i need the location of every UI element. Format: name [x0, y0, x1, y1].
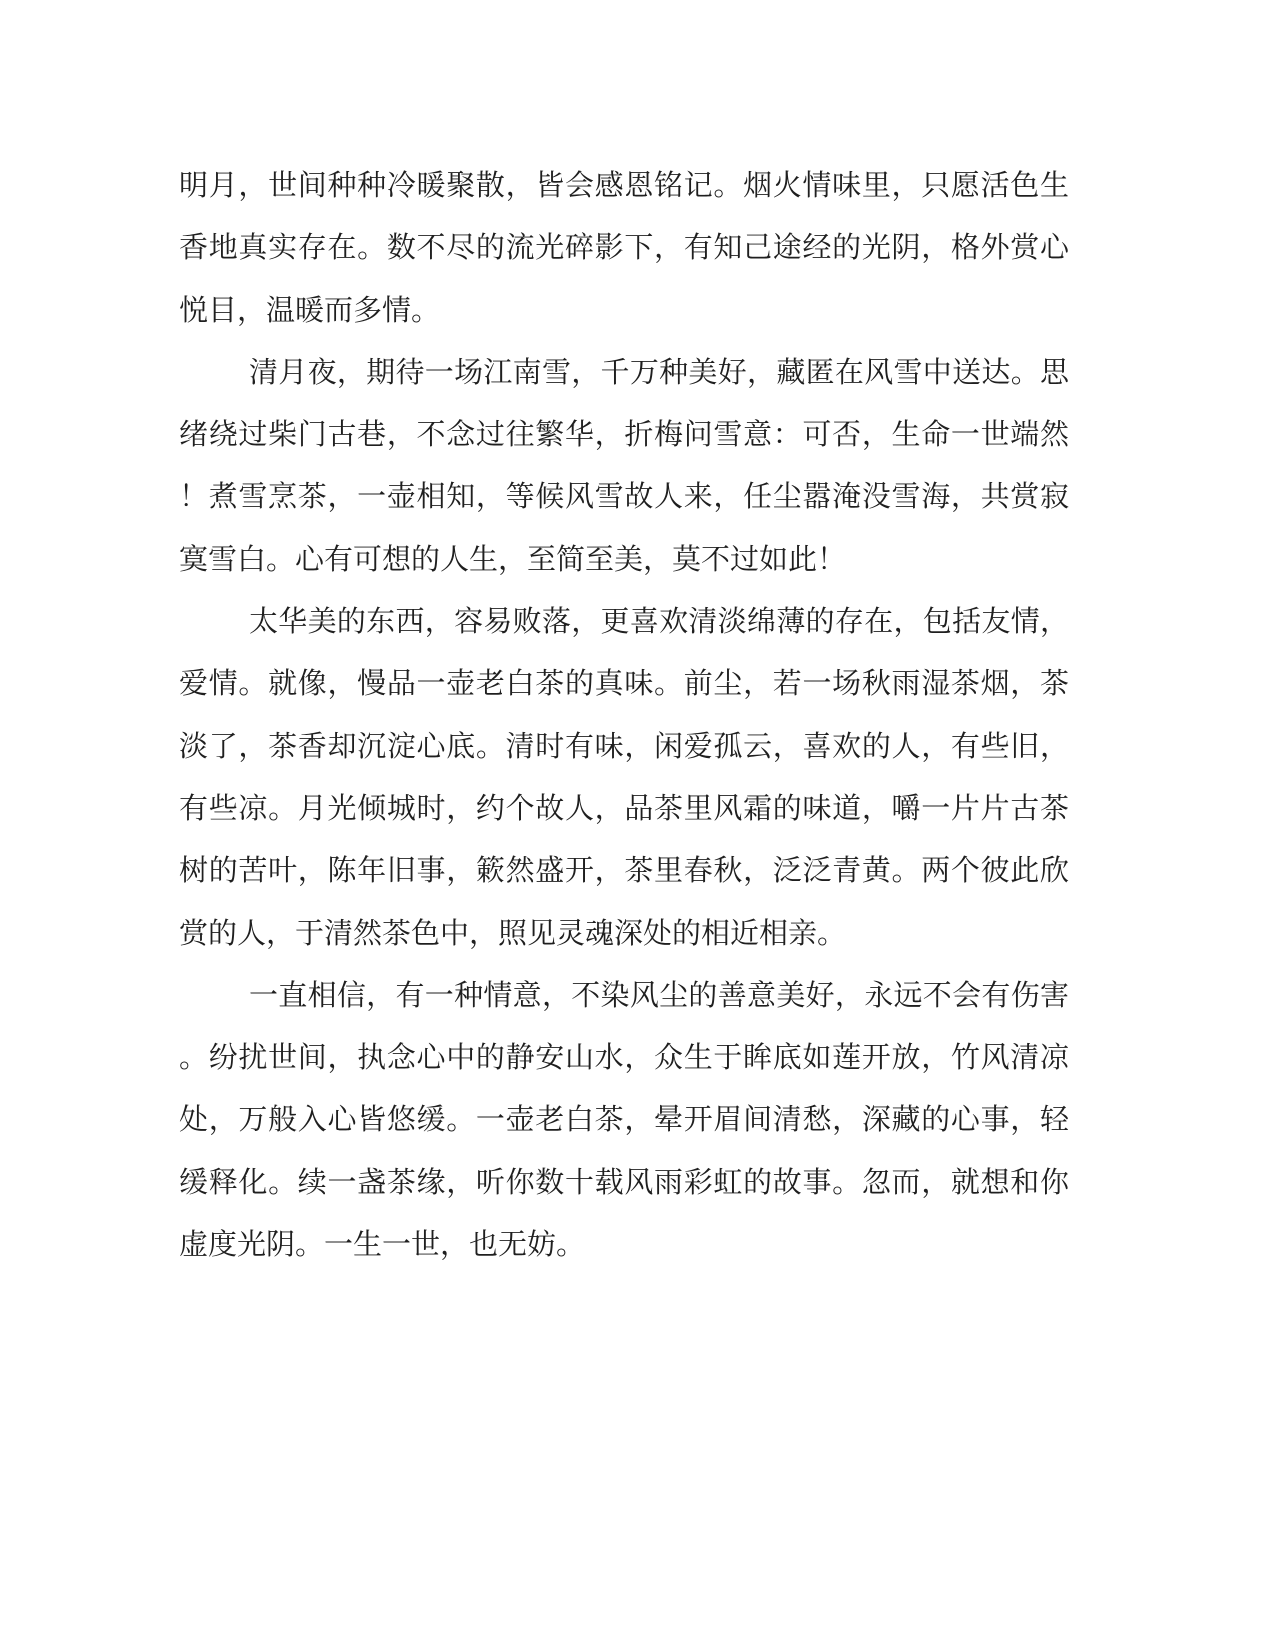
text-line: ！煮雪烹茶，一壶相知，等候风雪故人来，任尘嚣淹没雪海，共赏寂: [179, 481, 1069, 514]
text-line: 寞雪白。心有可想的人生，至简至美，莫不过如此！: [179, 543, 847, 576]
paragraph: [179, 965, 1069, 1276]
text-line: 香地真实存在。数不尽的流光碎影下，有知己途经的光阴，格外赏心: [179, 232, 1069, 265]
text-line: 一直相信，有一种情意，不染风尘的善意美好，永远不会有伤害: [249, 979, 1069, 1012]
text-line: 缓释化。续一盏茶缘，听你数十载风雨彩虹的故事。忽而，就想和你: [179, 1166, 1069, 1199]
paragraph: [179, 342, 1069, 591]
text-line: 爱情。就像，慢品一壶老白茶的真味。前尘，若一场秋雨湿茶烟，茶: [179, 668, 1069, 701]
text-line: 有些凉。月光倾城时，约个故人，品茶里风霜的味道，嚼一片片古茶: [179, 792, 1069, 825]
text-line: 悦目，温暖而多情。: [179, 294, 441, 327]
text-line: 处，万般入心皆悠缓。一壶老白茶，晕开眉间清愁，深藏的心事，轻: [179, 1104, 1069, 1137]
document-text-block: [179, 155, 1069, 1276]
text-line: 绪绕过柴门古巷，不念过往繁华，折梅问雪意：可否，生命一世端然: [179, 419, 1069, 452]
text-line: 清月夜，期待一场江南雪，千万种美好，藏匿在风雪中送达。思: [249, 356, 1069, 389]
text-line: 虚度光阴。一生一世，也无妨。: [179, 1229, 586, 1262]
paragraph: [179, 155, 1069, 342]
text-line: 。纷扰世间，执念心中的静安山水，众生于眸底如莲开放，竹风清凉: [179, 1042, 1069, 1075]
text-line: 淡了，茶香却沉淀心底。清时有味，闲爱孤云，喜欢的人，有些旧，: [179, 730, 1069, 763]
text-line: 赏的人，于清然茶色中，照见灵魂深处的相近相亲。: [179, 917, 847, 950]
paragraph: [179, 591, 1069, 965]
text-line: 明月，世间种种冷暖聚散，皆会感恩铭记。烟火情味里，只愿活色生: [179, 170, 1069, 202]
text-line: 太华美的东西，容易败落，更喜欢清淡绵薄的存在，包括友情，: [249, 606, 1069, 639]
text-line: 树的苦叶，陈年旧事，簌然盛开，茶里春秋，泛泛青黄。两个彼此欣: [179, 855, 1069, 888]
